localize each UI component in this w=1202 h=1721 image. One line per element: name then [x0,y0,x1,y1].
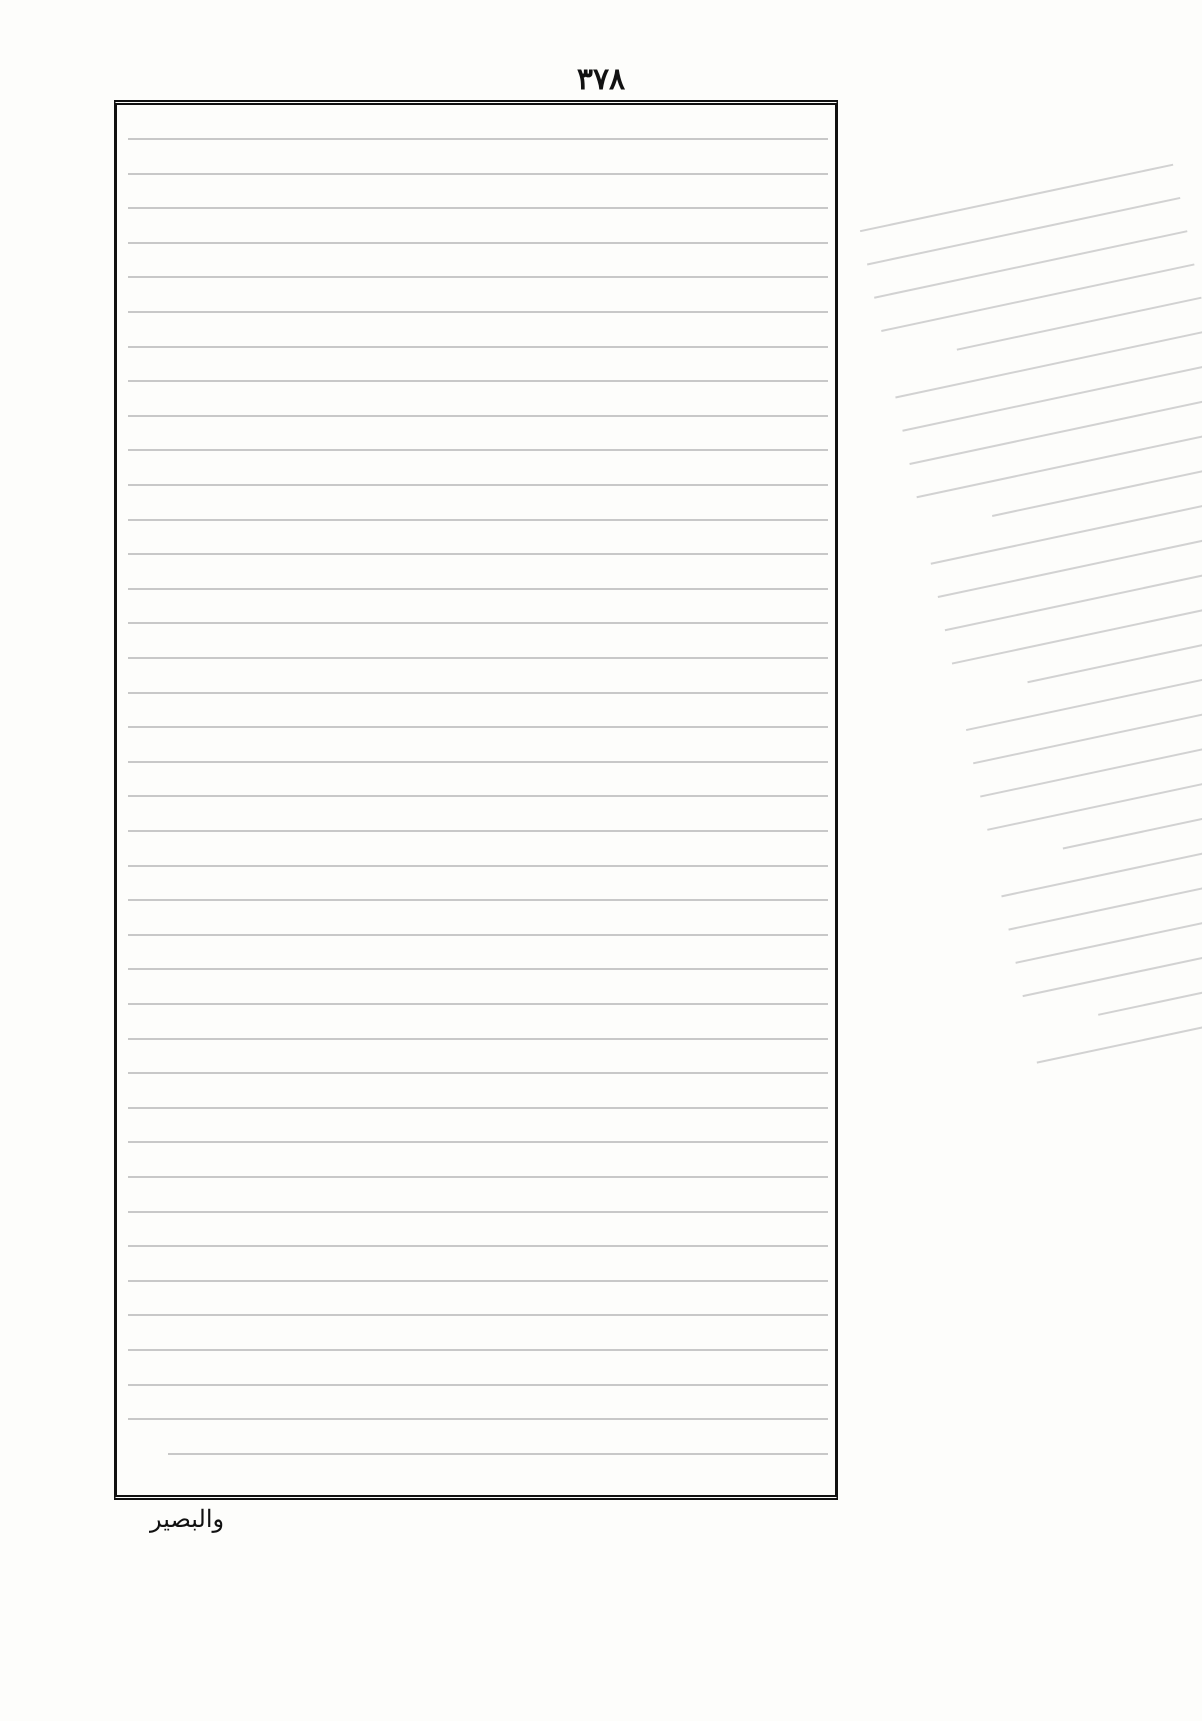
margin-line-placeholder [860,164,1173,232]
margin-line-placeholder [867,197,1180,265]
margin-line-placeholder [931,496,1202,564]
margin-line-placeholder [916,430,1202,498]
text-line-placeholder [128,449,828,451]
text-line-placeholder [128,1314,828,1316]
text-line-placeholder [128,553,828,555]
text-line-placeholder [128,519,828,521]
text-line-placeholder [128,761,828,763]
margin-line-placeholder [895,330,1202,398]
text-line-placeholder [128,311,828,313]
text-line-placeholder [128,1384,828,1386]
text-line-placeholder [128,1072,828,1074]
margin-line-placeholder [938,530,1202,598]
text-line-placeholder [128,1038,828,1040]
catchword: والبصير [150,1505,225,1533]
text-line-placeholder [128,207,828,209]
margin-line-placeholder [909,396,1202,464]
text-line-placeholder [128,173,828,175]
text-line-placeholder [128,138,828,140]
margin-line-placeholder [980,729,1202,797]
margin-line-placeholder [902,363,1202,431]
margin-line-placeholder [881,263,1194,331]
margin-line-placeholder [1027,629,1202,683]
text-line-placeholder [128,830,828,832]
margin-line-placeholder [1063,796,1202,850]
text-line-placeholder [128,899,828,901]
text-line-placeholder [128,1280,828,1282]
margin-line-placeholder [874,230,1187,298]
text-line-placeholder [128,865,828,867]
margin-line-placeholder [952,596,1202,664]
text-line-placeholder [128,1245,828,1247]
text-line-placeholder [128,415,828,417]
text-line-placeholder [128,726,828,728]
text-line-placeholder [128,968,828,970]
text-line-placeholder [168,1453,828,1455]
text-line-placeholder [128,622,828,624]
text-line-placeholder [128,1107,828,1109]
text-line-placeholder [128,1003,828,1005]
margin-line-placeholder [1015,895,1202,963]
text-line-placeholder [128,242,828,244]
text-line-placeholder [128,1349,828,1351]
text-line-placeholder [128,588,828,590]
text-line-placeholder [128,1176,828,1178]
margin-line-placeholder [992,463,1202,517]
text-line-placeholder [128,1211,828,1213]
text-line-placeholder [128,657,828,659]
text-line-placeholder [128,1418,828,1420]
margin-note [847,150,1202,1119]
margin-line-placeholder [957,297,1202,351]
margin-line-placeholder [973,696,1202,764]
margin-line-placeholder [945,563,1202,631]
margin-line-placeholder [1022,929,1202,997]
main-text-block [128,122,828,1482]
text-line-placeholder [128,934,828,936]
text-line-placeholder [128,346,828,348]
margin-line-placeholder [1037,995,1202,1063]
text-line-placeholder [128,795,828,797]
text-line-placeholder [128,692,828,694]
text-line-placeholder [128,484,828,486]
text-line-placeholder [128,380,828,382]
page-number: ٣٧٨ [576,62,626,97]
text-line-placeholder [128,1141,828,1143]
text-line-placeholder [128,276,828,278]
